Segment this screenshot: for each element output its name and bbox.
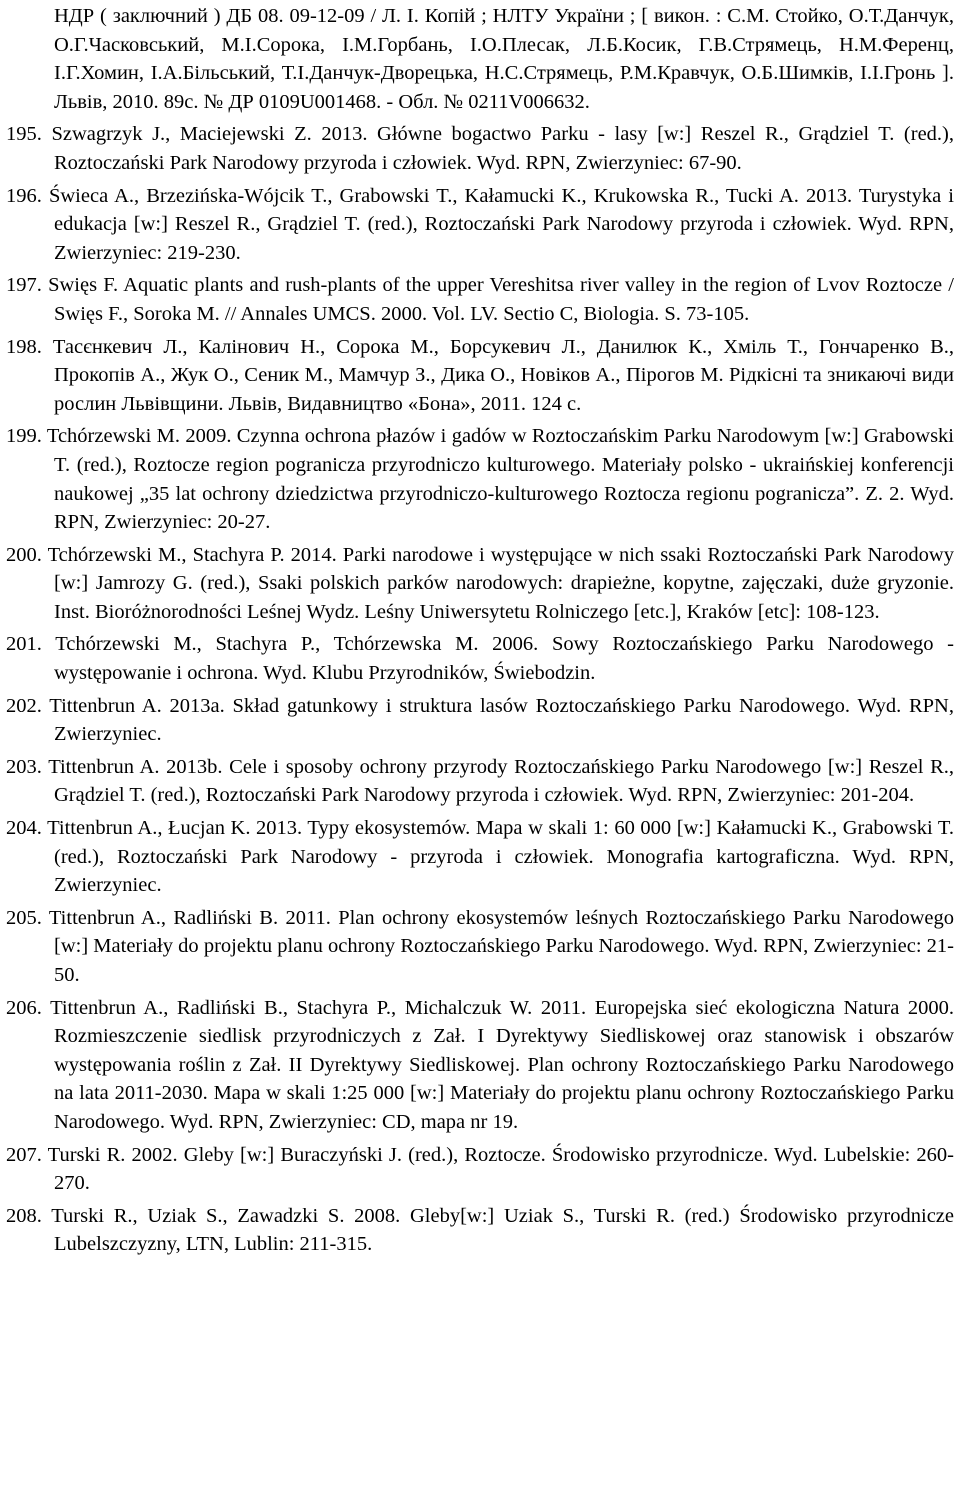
bibliography-entry-204 <box>6 814 954 900</box>
entry-text: Tchórzewski M. 2009. Czynna ochrona płazów i gadów w Roztoczańskim Parku Narodowym [w:] Grabowski T. (red.), Roztocze region pogranicza przyrodniczo kulturowego. Materiały polsko - ukraińskiej konferencji naukowej „35 lat ochrony dziedzictwa przyrodniczo-kulturowego Roztocza regionu pogranicza”. Z. 2. Wyd. RPN, Zwierzyniec: 20-27. <box>46 425 955 534</box>
entry-number: 200. <box>6 543 42 566</box>
bibliography-entry-196 <box>6 182 954 268</box>
entry-text: Swięs F. Aquatic plants and rush-plants of the upper Vereshitsa river valley in the region of Lvov Roztocze / Swięs F., Soroka M. // Annales UMCS. 2000. Vol. LV. Sectio C, Biologia. S. 73-105. <box>48 274 954 325</box>
entry-text: Świeca A., Brzezińska-Wójcik T., Grabowski T., Kałamucki K., Krukowska R., Tucki A. 2013. Turystyka i edukacja [w:] Reszel R., Grądziel T. (red.), Roztoczański Park Narodowy przyroda i człowiek. Wyd. RPN, Zwierzyniec: 219-230. <box>48 184 954 264</box>
entry-text: Tittenbrun A., Radliński B., Stachyra P., Michalczuk W. 2011. Europejska sieć ekologiczna Natura 2000. Rozmieszczenie siedlisk przyrodniczych z Zał. I Dyrektywy Siedliskowej oraz stanowisk i obszarów występowania roślin z Zał. II Dyrektywy Siedliskowej. Plan ochrony Roztoczańskiego Parku Narodowego na lata 2011-2030. Mapa w skali 1:25 000 [w:] Materiały do projektu planu ochrony Roztoczańskiego Parku Narodowego. Wyd. RPN, Zwierzyniec: CD, mapa nr 19. <box>50 996 954 1133</box>
bibliography-entry-199 <box>6 422 954 536</box>
entry-number: 198. <box>6 335 42 358</box>
entry-number: 203. <box>6 755 42 778</box>
bibliography-entry-202 <box>6 692 954 749</box>
entry-text: Turski R. 2002. Gleby [w:] Buraczyński J. (red.), Roztocze. Środowisko przyrodnicze. Wyd. Lubelskie: 260-270. <box>47 1143 955 1195</box>
entry-number: 204. <box>6 817 42 840</box>
entry-number: 208. <box>6 1204 42 1227</box>
entry-text: Tchórzewski M., Stachyra P. 2014. Parki narodowe i występujące w nich ssaki Roztoczański Park Narodowy [w:] Jamrozy G. (red.), Ssaki polskich parków narodowych: drapieżne, kopytne, zajęczaki, duże gryzonie. Inst. Bioróżnorodności Leśnej Wydz. Leśny Uniwersytetu Rolniczego [etc.], Kraków [etc]: 108-123. <box>47 543 954 623</box>
bibliography-entry-207 <box>6 1141 954 1198</box>
entry-number: 207. <box>6 1143 42 1166</box>
entry-text: Szwagrzyk J., Maciejewski Z. 2013. Główne bogactwo Parku - lasy [w:] Reszel R., Grądziel T. (red.), Roztoczański Park Narodowy przyroda i człowiek. Wyd. RPN, Zwierzyniec: 67-90. <box>51 123 954 174</box>
bibliography-entry-continued <box>6 2 954 116</box>
entry-text: Tittenbrun A., Łucjan K. 2013. Typy ekosystemów. Mapa w skali 1: 60 000 [w:] Kałamucki K., Grabowski T. (red.), Roztoczański Park Narodowy - przyroda i człowiek. Monografia kartograficzna. Wyd. RPN, Zwierzyniec. <box>47 817 954 897</box>
entry-text: НДР ( заключний ) ДБ 08. 09-12-09 / Л. І. Копій ; НЛТУ України ; [ викон. : С.М. Стойко, О.Т.Данчук, О.Г.Часковський, М.І.Сорока, І.М.Горбань, І.О.Плесак, Л.Б.Косик, Г.В.Стрямець, Н.М.Ференц, І.Г.Хомин, І.А.Більський, Т.І.Данчук-Дворецька, Н.С.Стрямець, Р.М.Кравчук, О.Б.Шимків, І.І.Гронь ]. Львів, 2010. 89с. № ДР 0109U001468. - Обл. № 0211V006632. <box>54 5 954 113</box>
entry-text: Turski R., Uziak S., Zawadzki S. 2008. Gleby[w:] Uziak S., Turski R. (red.) Środowisko przyrodnicze Lubelszczyzny, LTN, Lublin: 211-315. <box>51 1204 954 1256</box>
entry-number: 205. <box>6 906 42 929</box>
entry-number: 196. <box>6 184 42 207</box>
entry-text: Tittenbrun A. 2013b. Cele i sposoby ochrony przyrody Roztoczańskiego Parku Narodowego [w:] Reszel R., Grądziel T. (red.), Roztoczański Park Narodowy przyroda i człowiek. Wyd. RPN, Zwierzyniec: 201-204. <box>48 755 954 807</box>
entry-number: 197. <box>6 274 42 297</box>
entry-number: 201. <box>6 633 42 656</box>
bibliography-entry-195 <box>6 120 954 177</box>
bibliography-entry-200 <box>6 541 954 627</box>
entry-text: Tittenbrun A. 2013a. Skład gatunkowy i struktura lasów Roztoczańskiego Parku Narodowego. Wyd. RPN, Zwierzyniec. <box>49 694 954 746</box>
bibliography-entry-205 <box>6 904 954 990</box>
entry-text: Tchórzewski M., Stachyra P., Tchórzewska M. 2006. Sowy Roztoczańskiego Parku Narodowego - występowanie i ochrona. Wyd. Klubu Przyrodników, Świebodzin. <box>54 633 955 685</box>
bibliography-entry-198 <box>6 333 954 419</box>
entry-number: 199. <box>6 425 42 448</box>
bibliography-entry-206 <box>6 994 954 1137</box>
bibliography-entry-203 <box>6 753 954 810</box>
entry-text: Tittenbrun A., Radliński B. 2011. Plan ochrony ekosystemów leśnych Roztoczańskiego Parku Narodowego [w:] Materiały do projektu planu ochrony Roztoczańskiego Parku Narodowego. Wyd. RPN, Zwierzyniec: 21-50. <box>48 906 954 986</box>
entry-number: 206. <box>6 996 42 1019</box>
bibliography-entry-201 <box>6 630 954 687</box>
entry-number: 202. <box>6 694 42 717</box>
bibliography-entry-197 <box>6 271 954 328</box>
bibliography-entry-208 <box>6 1202 954 1259</box>
entry-number: 195. <box>6 123 42 146</box>
entry-text: Тасєнкевич Л., Калінович Н., Сорока М., Борсукевич Л., Данилюк К., Хміль Т., Гончаренко В., Прокопів А., Жук О., Сеник М., Мамчур З., Дика О., Новіков А., Пірогов М. Рідкісні та зникаючі види рослин Львівщини. Львів, Видавництво «Бона», 2011. 124 с. <box>52 335 955 415</box>
